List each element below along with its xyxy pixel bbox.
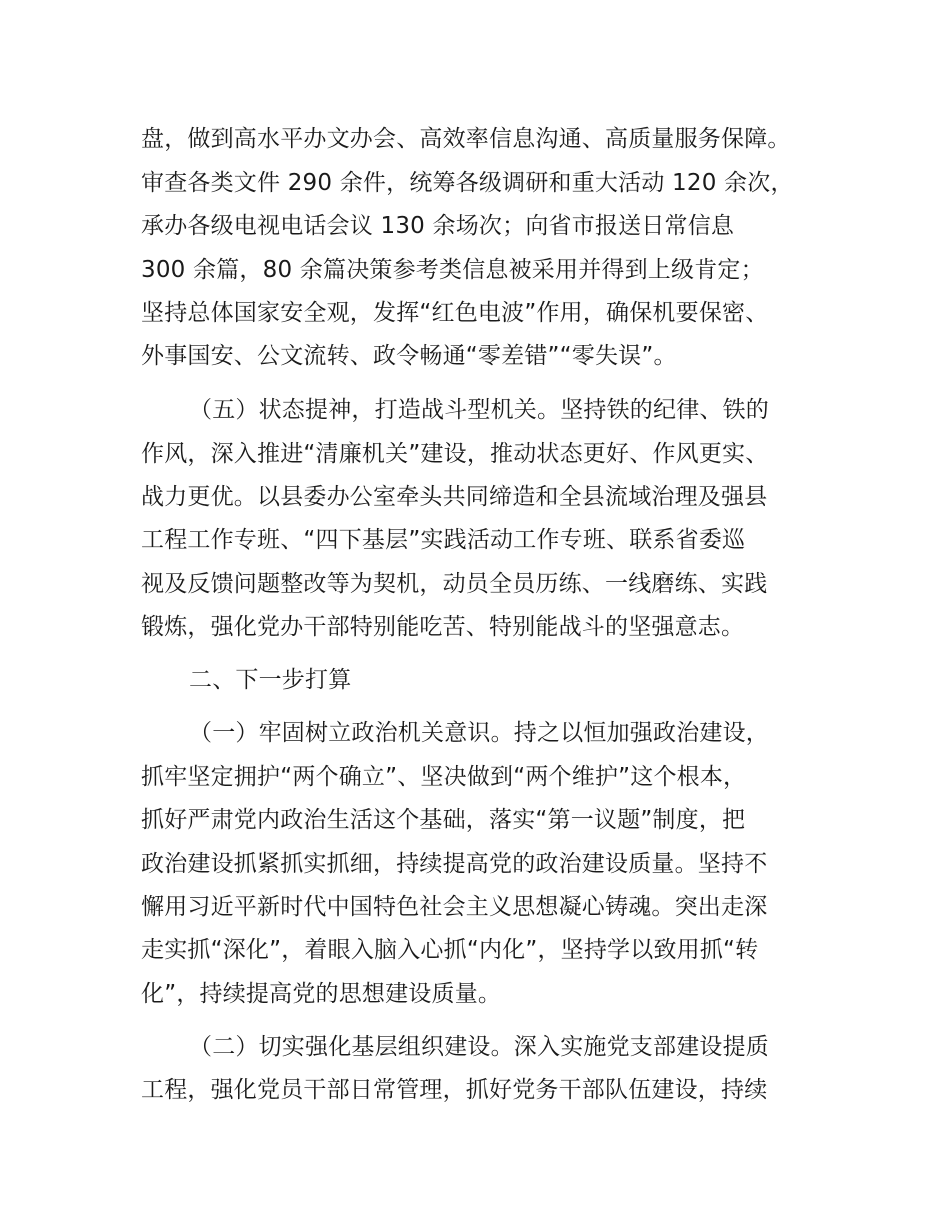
text-line: 政治建设抓紧抓实抓细，持续提高党的政治建设质量。坚持不 [141, 851, 768, 877]
text-line: 走实抓“深化”，着眼入脑入心抓“内化”，坚持学以致用抓“转 [141, 937, 759, 963]
text-line: 视及反馈问题整改等为契机，动员全员历练、一线磨练、实践 [141, 571, 768, 597]
text-line: 作风，深入推进“清廉机关”建设，推动状态更好、作风更实、 [141, 441, 769, 467]
text-line: 坚持总体国家安全观，发挥“红色电波”作用，确保机要保密、 [141, 300, 769, 326]
text-line: 盘，做到高水平办文办会、高效率信息沟通、高质量服务保障。 [141, 126, 791, 152]
text-line: 审查各类文件 290 余件，统筹各级调研和重大活动 120 余次， [141, 170, 794, 196]
paragraph-heading-2: （二）切实强化基层组织建设。深入实施党支部建设提质 [189, 1034, 769, 1060]
paragraph-heading-1: （一）牢固树立政治机关意识。持之以恒加强政治建设， [189, 720, 769, 746]
text-line: 抓牢坚定拥护“两个确立”、坚决做到“两个维护”这个根本， [141, 764, 747, 790]
text-line: 工程，强化党员干部日常管理，抓好党务干部队伍建设，持续 [141, 1077, 768, 1103]
text-line: 承办各级电视电话会议 130 余场次；向省市报送日常信息 [141, 213, 735, 239]
text-line: 外事国安、公文流转、政令畅通“零差错”“零失误”。 [141, 343, 677, 369]
text-line: 锻炼，强化党办干部特别能吃苦、特别能战斗的坚强意志。 [141, 614, 745, 640]
text-line: 战力更优。以县委办公室牵头共同缔造和全县流域治理及强县 [141, 484, 768, 510]
paragraph-heading-5: （五）状态提神，打造战斗型机关。坚持铁的纪律、铁的 [189, 397, 769, 423]
text-line: 懈用习近平新时代中国特色社会主义思想凝心铸魂。突出走深 [141, 894, 768, 920]
text-line: 300 余篇，80 余篇决策参考类信息被采用并得到上级肯定； [141, 257, 764, 283]
text-line: 抓好严肃党内政治生活这个基础，落实“第一议题”制度，把 [141, 807, 746, 833]
section-heading: 二、下一步打算 [189, 667, 352, 693]
text-line: 化”，持续提高党的思想建设质量。 [141, 981, 502, 1007]
text-line: 工程工作专班、“四下基层”实践活动工作专班、联系省委巡 [141, 527, 746, 553]
